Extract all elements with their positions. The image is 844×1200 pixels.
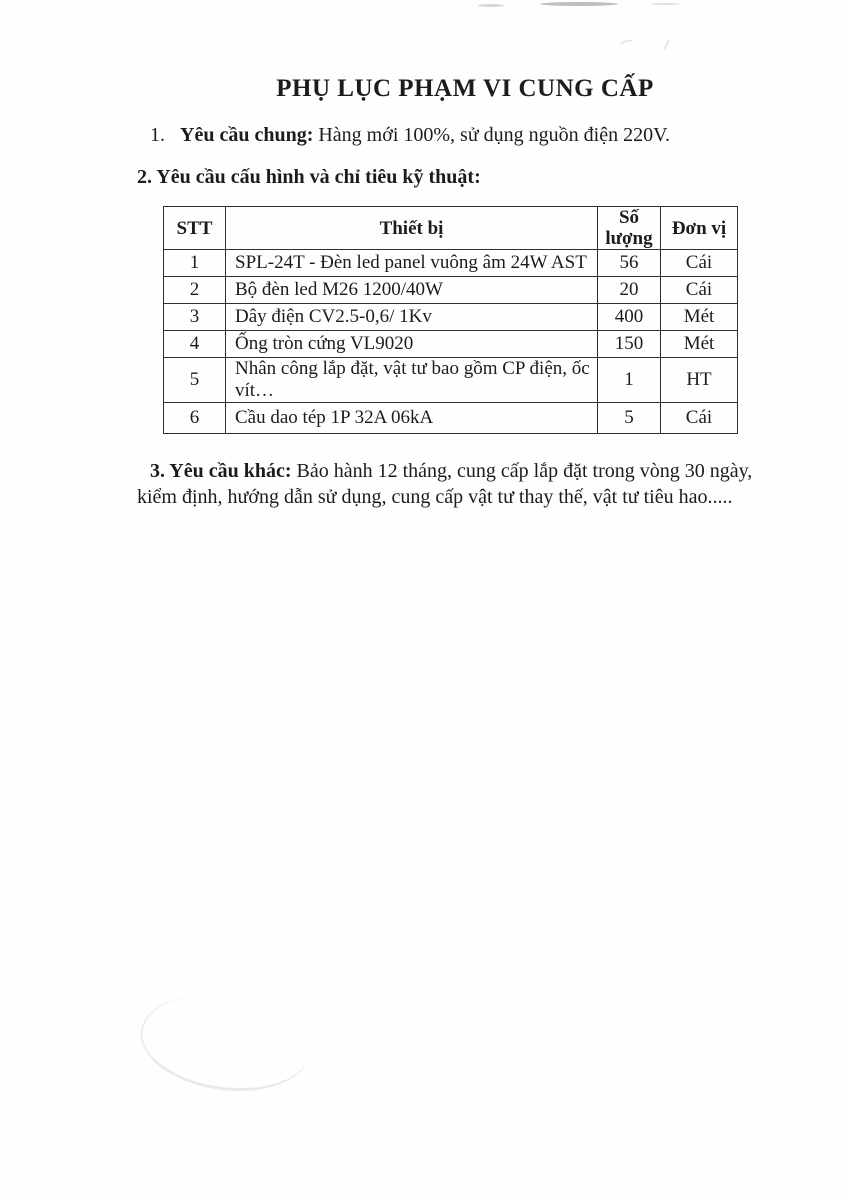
header-quantity: Số lượng	[598, 207, 661, 250]
section-general-requirements	[150, 123, 844, 148]
header-unit: Đơn vị	[661, 207, 738, 250]
table-row	[164, 250, 738, 277]
cell-device: Bộ đèn led M26 1200/40W	[226, 277, 598, 304]
cell-stt: 6	[164, 403, 226, 434]
cell-unit: Mét	[661, 304, 738, 331]
table-header-row	[164, 207, 738, 250]
scan-artifact	[478, 4, 504, 7]
cell-unit: Mét	[661, 331, 738, 358]
scan-artifact	[650, 3, 680, 5]
cell-unit: Cái	[661, 277, 738, 304]
section-other-requirements	[137, 458, 782, 510]
table-row	[164, 358, 738, 403]
table-row	[164, 331, 738, 358]
supply-table	[163, 206, 738, 434]
cell-stt: 2	[164, 277, 226, 304]
cell-stt: 1	[164, 250, 226, 277]
cell-unit: Cái	[661, 403, 738, 434]
header-stt: STT	[164, 207, 226, 250]
scan-smudge	[134, 984, 316, 1102]
cell-quantity: 56	[598, 250, 661, 277]
cell-unit: HT	[661, 358, 738, 403]
section-3-text: Bảo hành 12 tháng, cung cấp lắp đặt trong vòng 30 ngày, kiểm định, hướng dẫn sử dụng, cung cấp vật tư thay thế, vật tư tiêu hao.....	[137, 460, 753, 508]
section-1-number: 1.	[150, 124, 165, 146]
table-row	[164, 304, 738, 331]
section-1-label: Yêu cầu chung:	[180, 124, 314, 146]
cell-quantity: 20	[598, 277, 661, 304]
cell-quantity: 1	[598, 358, 661, 403]
scan-artifact	[619, 39, 634, 50]
page-title: PHỤ LỤC PHẠM VI CUNG CẤP	[276, 75, 654, 102]
cell-stt: 5	[164, 358, 226, 403]
cell-quantity: 5	[598, 403, 661, 434]
cell-device: Nhân công lắp đặt, vật tư bao gồm CP điện, ốc vít…	[226, 358, 598, 403]
table-row	[164, 277, 738, 304]
section-3-label: 3. Yêu cầu khác:	[150, 460, 292, 482]
cell-stt: 3	[164, 304, 226, 331]
scan-artifact	[540, 2, 618, 6]
cell-unit: Cái	[661, 250, 738, 277]
cell-device: SPL-24T - Đèn led panel vuông âm 24W AST	[226, 250, 598, 277]
cell-device: Ống tròn cứng VL9020	[226, 331, 598, 358]
header-device: Thiết bị	[226, 207, 598, 250]
section-technical-requirements-heading: 2. Yêu cầu cấu hình và chỉ tiêu kỹ thuật:	[137, 166, 481, 188]
cell-device: Cầu dao tép 1P 32A 06kA	[226, 403, 598, 434]
section-1-text: Hàng mới 100%, sử dụng nguồn điện 220V.	[318, 124, 670, 146]
scan-artifact	[656, 36, 669, 49]
cell-device: Dây điện CV2.5-0,6/ 1Kv	[226, 304, 598, 331]
table-row	[164, 403, 738, 434]
cell-stt: 4	[164, 331, 226, 358]
cell-quantity: 400	[598, 304, 661, 331]
cell-quantity: 150	[598, 331, 661, 358]
